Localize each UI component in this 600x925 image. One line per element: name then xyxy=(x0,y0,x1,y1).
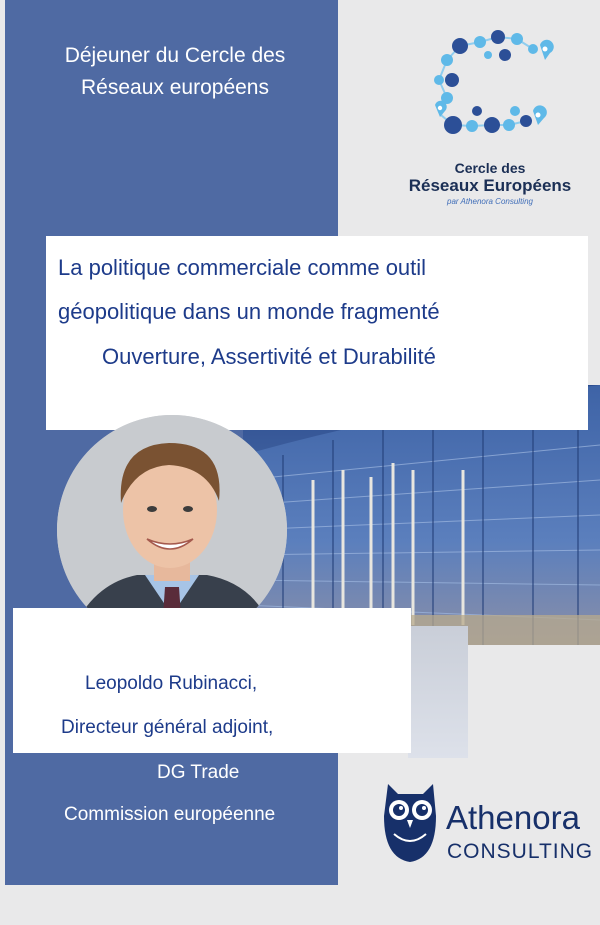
speaker-department: DG Trade xyxy=(157,762,240,783)
topic-line-2: géopolitique dans un monde fragmenté xyxy=(58,299,440,324)
speaker-name: Leopoldo Rubinacci, xyxy=(85,673,258,694)
event-title xyxy=(30,40,320,104)
topic-line-3: Ouverture, Assertivité et Durabilité xyxy=(102,344,436,369)
cercle-logo-line-1: Cercle des xyxy=(454,160,526,176)
topic-box xyxy=(46,236,588,430)
topic-line-1: La politique commerciale comme outil xyxy=(58,255,427,280)
athenora-logo-name: Athenora xyxy=(446,799,580,836)
name-box-shadow xyxy=(408,626,468,758)
cercle-logo-line-3: par Athenora Consulting xyxy=(447,197,533,206)
cercle-logo-text xyxy=(390,160,590,208)
athenora-logo-subtitle: CONSULTING xyxy=(447,840,594,863)
owl-icon xyxy=(378,776,443,864)
event-title-line-1: Déjeuner du Cercle des xyxy=(64,44,286,67)
event-title-line-2: Réseaux européens xyxy=(81,76,269,99)
speaker-role: Directeur général adjoint, xyxy=(61,717,274,738)
speaker-institution: Commission européenne xyxy=(64,804,276,825)
cercle-logo-line-2: Réseaux Européens xyxy=(408,176,572,195)
